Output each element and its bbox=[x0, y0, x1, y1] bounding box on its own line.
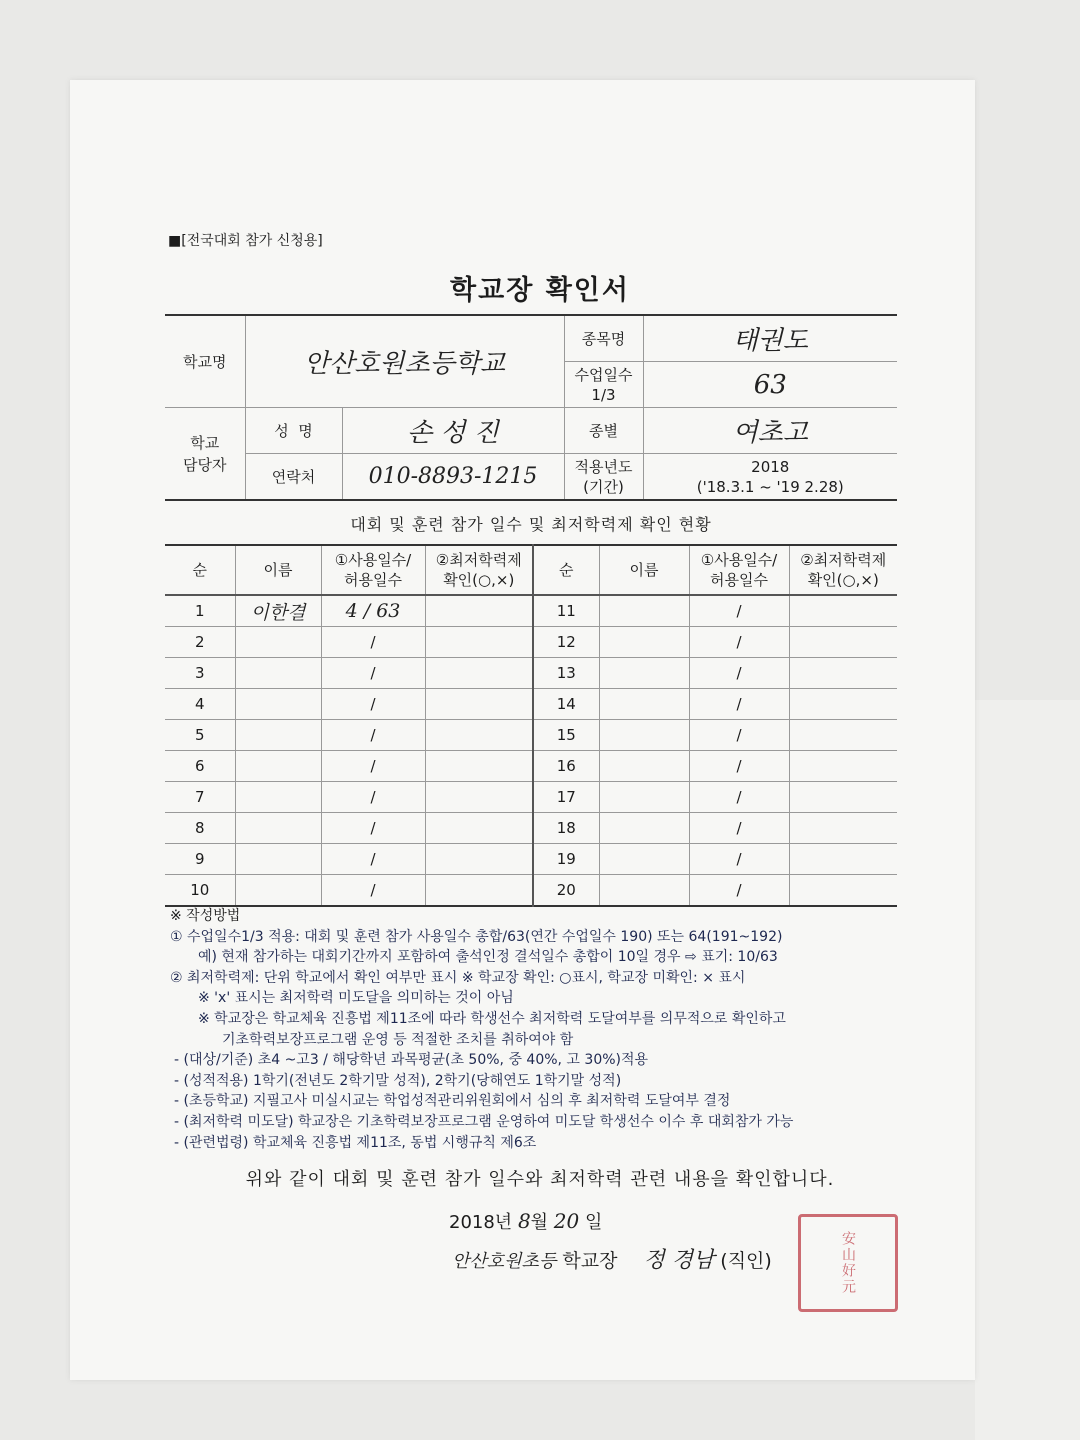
table-row bbox=[165, 751, 897, 782]
staff-name-value: 손 성 진 bbox=[342, 408, 564, 454]
table-header-row bbox=[165, 545, 897, 595]
table-row bbox=[165, 595, 897, 627]
row-no: 19 bbox=[533, 844, 599, 875]
row-check bbox=[789, 782, 897, 813]
sport-label: 종목명 bbox=[564, 315, 643, 362]
row-name bbox=[599, 813, 689, 844]
header-check-2-line2: 확인(○,×) bbox=[807, 571, 879, 589]
row-days: 4 / 63 bbox=[321, 595, 425, 627]
row-no: 18 bbox=[533, 813, 599, 844]
header-days-line1: ①사용일수/ bbox=[334, 551, 412, 569]
row-name bbox=[235, 720, 321, 751]
row-check bbox=[425, 875, 533, 907]
status-heading: 대회 및 훈련 참가 일수 및 최저학력제 확인 현황 bbox=[350, 515, 712, 534]
row-name: 이한결 bbox=[235, 595, 321, 627]
row-name bbox=[599, 844, 689, 875]
instructions bbox=[170, 906, 900, 1153]
row-check bbox=[789, 875, 897, 907]
header-name: 이름 bbox=[235, 545, 321, 595]
row-days: / bbox=[321, 658, 425, 689]
row-days: / bbox=[689, 595, 789, 627]
sport-value: 태권도 bbox=[643, 315, 897, 362]
row-no: 5 bbox=[165, 720, 235, 751]
row-no: 9 bbox=[165, 844, 235, 875]
year-value-line1: 2018 bbox=[751, 457, 790, 476]
seal-text: 安山好元 bbox=[840, 1231, 856, 1295]
document-category: ■[전국대회 참가 신청용] bbox=[168, 233, 323, 249]
row-check bbox=[425, 658, 533, 689]
header-days bbox=[321, 545, 425, 595]
row-days: / bbox=[321, 813, 425, 844]
row-no: 17 bbox=[533, 782, 599, 813]
row-days: / bbox=[321, 875, 425, 907]
header-days-line2: 허용일수 bbox=[344, 571, 402, 589]
row-days: / bbox=[689, 720, 789, 751]
staff-label-line1: 학교 bbox=[190, 433, 220, 452]
date-month-unit: 월 bbox=[530, 1212, 549, 1233]
note-line: - (관련법령) 학교체육 진흥법 제11조, 동법 시행규칙 제6조 bbox=[174, 1134, 537, 1151]
year-label-line1: 적용년도 bbox=[574, 457, 633, 476]
class-days-label-line1: 수업일수 bbox=[574, 365, 633, 384]
header-no: 순 bbox=[165, 545, 235, 595]
table-row bbox=[165, 689, 897, 720]
table-row bbox=[165, 627, 897, 658]
sign-seal-label: (직인) bbox=[720, 1250, 772, 1272]
row-check bbox=[789, 751, 897, 782]
header-days-2-line1: ①사용일수/ bbox=[700, 551, 778, 569]
header-check-2-line1: ②최저학력제 bbox=[800, 551, 887, 569]
info-table bbox=[165, 314, 897, 501]
row-no: 15 bbox=[533, 720, 599, 751]
table-row bbox=[165, 875, 897, 907]
row-name bbox=[235, 689, 321, 720]
staff-name-label: 성 명 bbox=[245, 408, 342, 454]
date-year: 2018년 bbox=[449, 1212, 513, 1233]
table-row bbox=[165, 658, 897, 689]
note-line: ① 수업일수1/3 적용: 대회 및 훈련 참가 사용일수 총합/63(연간 수업일수 190) 또는 64(191~192) bbox=[170, 928, 783, 945]
row-no: 14 bbox=[533, 689, 599, 720]
table-row bbox=[165, 782, 897, 813]
table-row bbox=[165, 844, 897, 875]
header-name-2: 이름 bbox=[599, 545, 689, 595]
sign-school: 안산호원초등 bbox=[452, 1251, 557, 1272]
row-check bbox=[425, 627, 533, 658]
row-days: / bbox=[321, 751, 425, 782]
row-days: / bbox=[689, 751, 789, 782]
row-name bbox=[599, 782, 689, 813]
row-no: 11 bbox=[533, 595, 599, 627]
header-days-2 bbox=[689, 545, 789, 595]
row-no: 7 bbox=[165, 782, 235, 813]
row-name bbox=[599, 720, 689, 751]
note-line: - (최저학력 미도달) 학교장은 기초학력보장프로그램 운영하여 미도달 학생선수 이수 후 대회참가 가능 bbox=[174, 1113, 794, 1130]
row-days: / bbox=[689, 658, 789, 689]
note-line: 예) 현재 참가하는 대회기간까지 포함하여 출석인정 결석일수 총합이 10일 경우 ⇨ 표기: 10/63 bbox=[198, 949, 778, 966]
date-day-unit: 일 bbox=[584, 1212, 603, 1233]
note-line: ※ 학교장은 학교체육 진흥법 제11조에 따라 학생선수 최저학력 도달여부를 의무적으로 확인하고 bbox=[198, 1010, 786, 1027]
row-check bbox=[425, 751, 533, 782]
instructions-title: ※ 작성방법 bbox=[170, 908, 241, 924]
row-check bbox=[425, 844, 533, 875]
row-check bbox=[789, 720, 897, 751]
date-day-value: 20 bbox=[553, 1209, 580, 1233]
row-check bbox=[789, 689, 897, 720]
background-sheet-right bbox=[975, 700, 1080, 1440]
row-check bbox=[789, 844, 897, 875]
row-check bbox=[789, 658, 897, 689]
header-days-2-line2: 허용일수 bbox=[710, 571, 768, 589]
row-name bbox=[235, 751, 321, 782]
row-check bbox=[789, 595, 897, 627]
header-check bbox=[425, 545, 533, 595]
row-check bbox=[789, 813, 897, 844]
row-name bbox=[599, 627, 689, 658]
row-check bbox=[425, 689, 533, 720]
row-no: 10 bbox=[165, 875, 235, 907]
type-value: 여초고 bbox=[643, 408, 897, 454]
type-label: 종별 bbox=[564, 408, 643, 454]
row-name bbox=[235, 813, 321, 844]
contact-label: 연락처 bbox=[245, 454, 342, 501]
row-days: / bbox=[321, 782, 425, 813]
year-value bbox=[643, 454, 897, 501]
row-name bbox=[599, 875, 689, 907]
row-no: 1 bbox=[165, 595, 235, 627]
row-name bbox=[235, 875, 321, 907]
row-name bbox=[599, 689, 689, 720]
note-line: - (대상/기준) 초4 ~고3 / 해당학년 과목평균(초 50%, 중 40%, 고 30%)적용 bbox=[174, 1052, 649, 1069]
row-days: / bbox=[689, 813, 789, 844]
table-row bbox=[165, 720, 897, 751]
row-check bbox=[425, 813, 533, 844]
row-days: / bbox=[689, 875, 789, 907]
issue-date bbox=[449, 1208, 602, 1234]
header-check-2 bbox=[789, 545, 897, 595]
row-no: 20 bbox=[533, 875, 599, 907]
row-days: / bbox=[321, 627, 425, 658]
row-days: / bbox=[689, 782, 789, 813]
row-no: 16 bbox=[533, 751, 599, 782]
row-name bbox=[235, 627, 321, 658]
class-days-label-line2: 1/3 bbox=[591, 385, 616, 404]
row-check bbox=[789, 627, 897, 658]
note-line: - (초등학교) 지필고사 미실시교는 학업성적관리위원회에서 심의 후 최저학력 도달여부 결정 bbox=[174, 1093, 731, 1110]
year-label-line2: (기간) bbox=[583, 477, 624, 496]
principal-signature bbox=[452, 1243, 772, 1274]
row-no: 3 bbox=[165, 658, 235, 689]
row-no: 6 bbox=[165, 751, 235, 782]
sign-title: 학교장 bbox=[562, 1250, 618, 1272]
class-days-label bbox=[564, 362, 643, 408]
contact-value: 010-8893-1215 bbox=[342, 454, 564, 501]
year-value-line2: ('18.3.1 ~ '19 2.28) bbox=[696, 477, 844, 496]
row-name bbox=[235, 782, 321, 813]
row-days: / bbox=[689, 844, 789, 875]
header-check-line1: ②최저학력제 bbox=[435, 551, 522, 569]
table-row bbox=[165, 813, 897, 844]
note-line: ② 최저학력제: 단위 학교에서 확인 여부만 표시 ※ 학교장 확인: ○표시, 학교장 미확인: × 표시 bbox=[170, 969, 746, 986]
row-days: / bbox=[321, 689, 425, 720]
row-name bbox=[599, 595, 689, 627]
row-check bbox=[425, 782, 533, 813]
row-days: / bbox=[689, 627, 789, 658]
participation-table bbox=[165, 544, 897, 907]
note-line: 기초학력보장프로그램 운영 등 적절한 조치를 취하여야 함 bbox=[222, 1031, 574, 1048]
header-no-2: 순 bbox=[533, 545, 599, 595]
row-no: 12 bbox=[533, 627, 599, 658]
row-name bbox=[235, 658, 321, 689]
confirmation-statement: 위와 같이 대회 및 훈련 참가 일수와 최저학력 관련 내용을 확인합니다. bbox=[245, 1169, 835, 1190]
sign-name: 정 경남 bbox=[643, 1248, 715, 1273]
row-days: / bbox=[321, 844, 425, 875]
staff-label bbox=[165, 408, 245, 501]
school-label: 학교명 bbox=[165, 315, 245, 408]
note-line: - (성적적용) 1학기(전년도 2학기말 성적), 2학기(당해연도 1학기말 성적) bbox=[174, 1072, 622, 1089]
school-value: 안산호원초등학교 bbox=[245, 315, 564, 408]
row-days: / bbox=[321, 720, 425, 751]
row-name bbox=[599, 751, 689, 782]
row-name bbox=[235, 844, 321, 875]
row-no: 8 bbox=[165, 813, 235, 844]
staff-label-line2: 담당자 bbox=[183, 455, 227, 474]
date-month-value: 8 bbox=[517, 1209, 531, 1233]
page-title: 학교장 확인서 bbox=[450, 275, 630, 306]
row-check bbox=[425, 720, 533, 751]
row-days: / bbox=[689, 689, 789, 720]
year-label bbox=[564, 454, 643, 501]
official-seal bbox=[798, 1214, 898, 1312]
note-line: ※ 'x' 표시는 최저학력 미도달을 의미하는 것이 아님 bbox=[198, 990, 514, 1007]
row-no: 2 bbox=[165, 627, 235, 658]
class-days-value: 63 bbox=[643, 362, 897, 408]
row-check bbox=[425, 595, 533, 627]
row-no: 4 bbox=[165, 689, 235, 720]
header-check-line2: 확인(○,×) bbox=[443, 571, 515, 589]
row-name bbox=[599, 658, 689, 689]
row-no: 13 bbox=[533, 658, 599, 689]
